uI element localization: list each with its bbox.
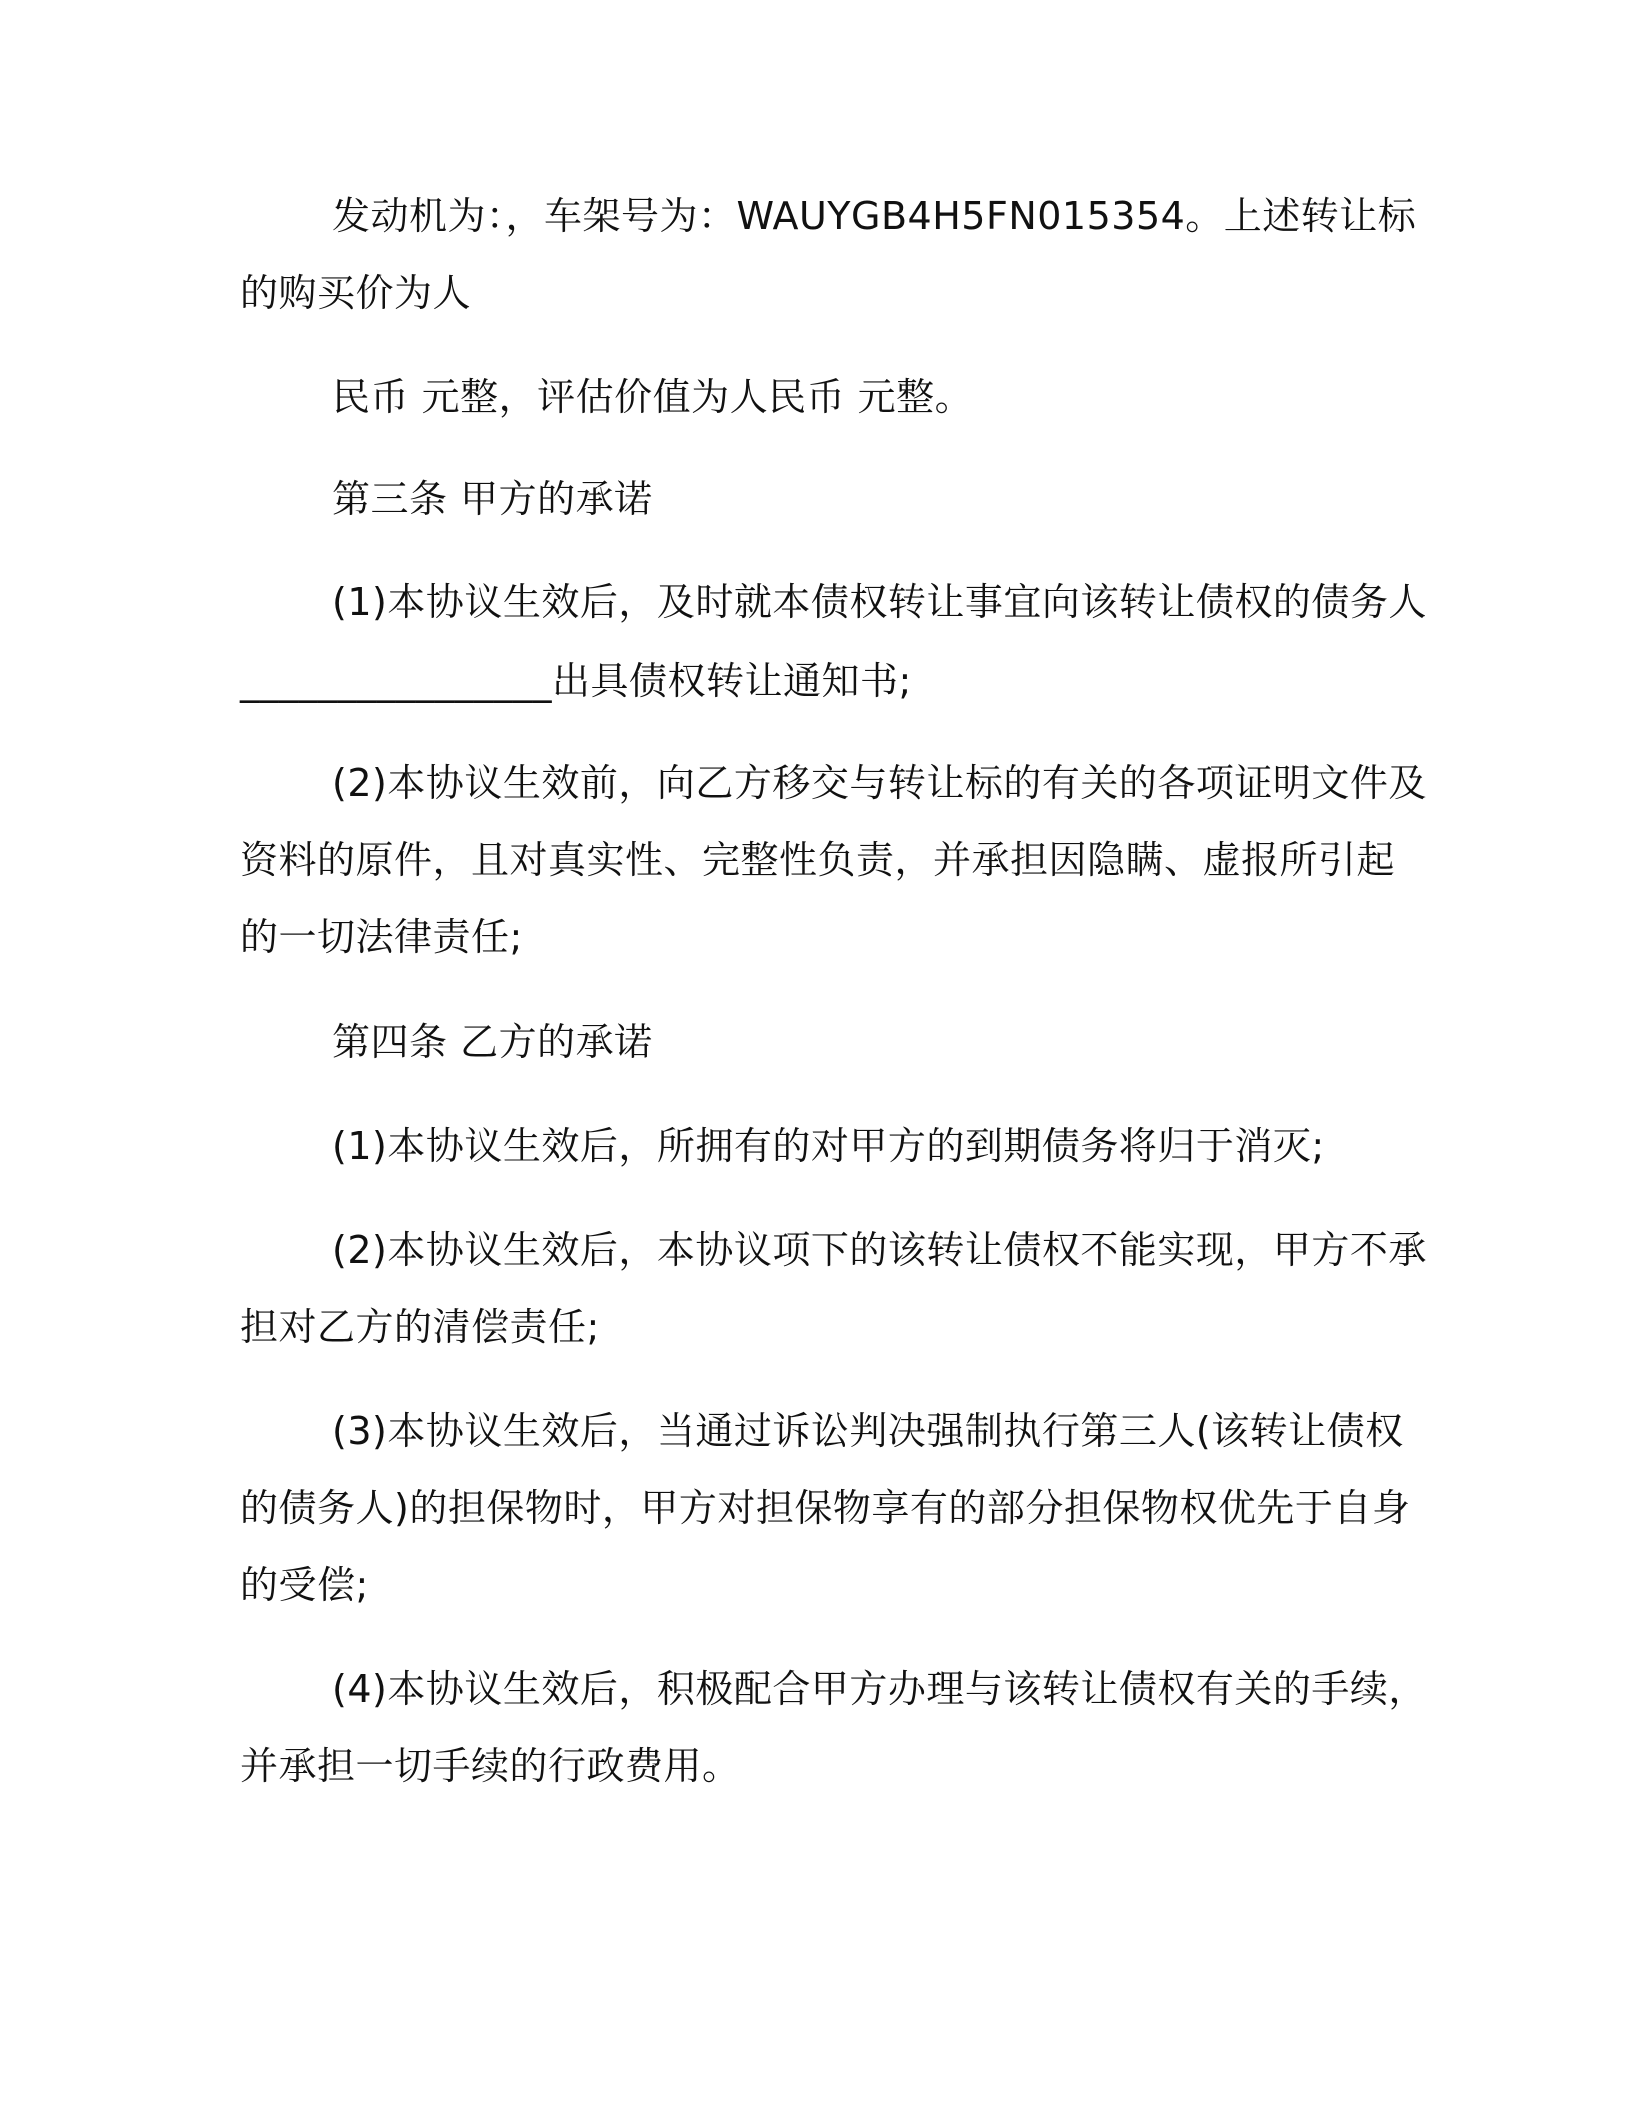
- section-heading: 第三条 甲方的承诺: [332, 477, 653, 521]
- paragraph-line: 民币 元整，评估价值为人民币 元整。: [332, 375, 974, 419]
- paragraph-line: (4)本协议生效后，积极配合甲方办理与该转让债权有关的手续，: [332, 1667, 1427, 1711]
- paragraph-line: 的购买价为人: [240, 271, 472, 315]
- section-heading: 第四条 乙方的承诺: [332, 1020, 653, 1064]
- paragraph-line: 并承担一切手续的行政费用。: [240, 1744, 741, 1788]
- paragraph-line: (2)本协议生效后，本协议项下的该转让债权不能实现，甲方不承: [332, 1228, 1427, 1272]
- paragraph-line: (3)本协议生效后，当通过诉讼判决强制执行第三人(该转让债权: [332, 1409, 1404, 1453]
- paragraph-line: (1)本协议生效后，所拥有的对甲方的到期债务将归于消灭;: [332, 1124, 1325, 1168]
- paragraph-line: 的一切法律责任;: [240, 915, 523, 959]
- paragraph-line: (1)本协议生效后，及时就本债权转让事宜向该转让债权的债务人: [332, 580, 1427, 624]
- paragraph-line: (2)本协议生效前，向乙方移交与转让标的有关的各项证明文件及: [332, 761, 1427, 805]
- paragraph-line: 发动机为：，车架号为：WAUYGB4H5FN015354。上述转让标: [332, 194, 1417, 238]
- paragraph-line: 担对乙方的清偿责任;: [240, 1305, 600, 1349]
- paragraph-line: ________________出具债权转让通知书;: [240, 659, 912, 703]
- paragraph-line: 资料的原件，且对真实性、完整性负责，并承担因隐瞒、虚报所引起: [240, 838, 1396, 882]
- paragraph-line: 的债务人)的担保物时，甲方对担保物享有的部分担保物权优先于自身: [240, 1486, 1411, 1530]
- paragraph-line: 的受偿;: [240, 1563, 369, 1607]
